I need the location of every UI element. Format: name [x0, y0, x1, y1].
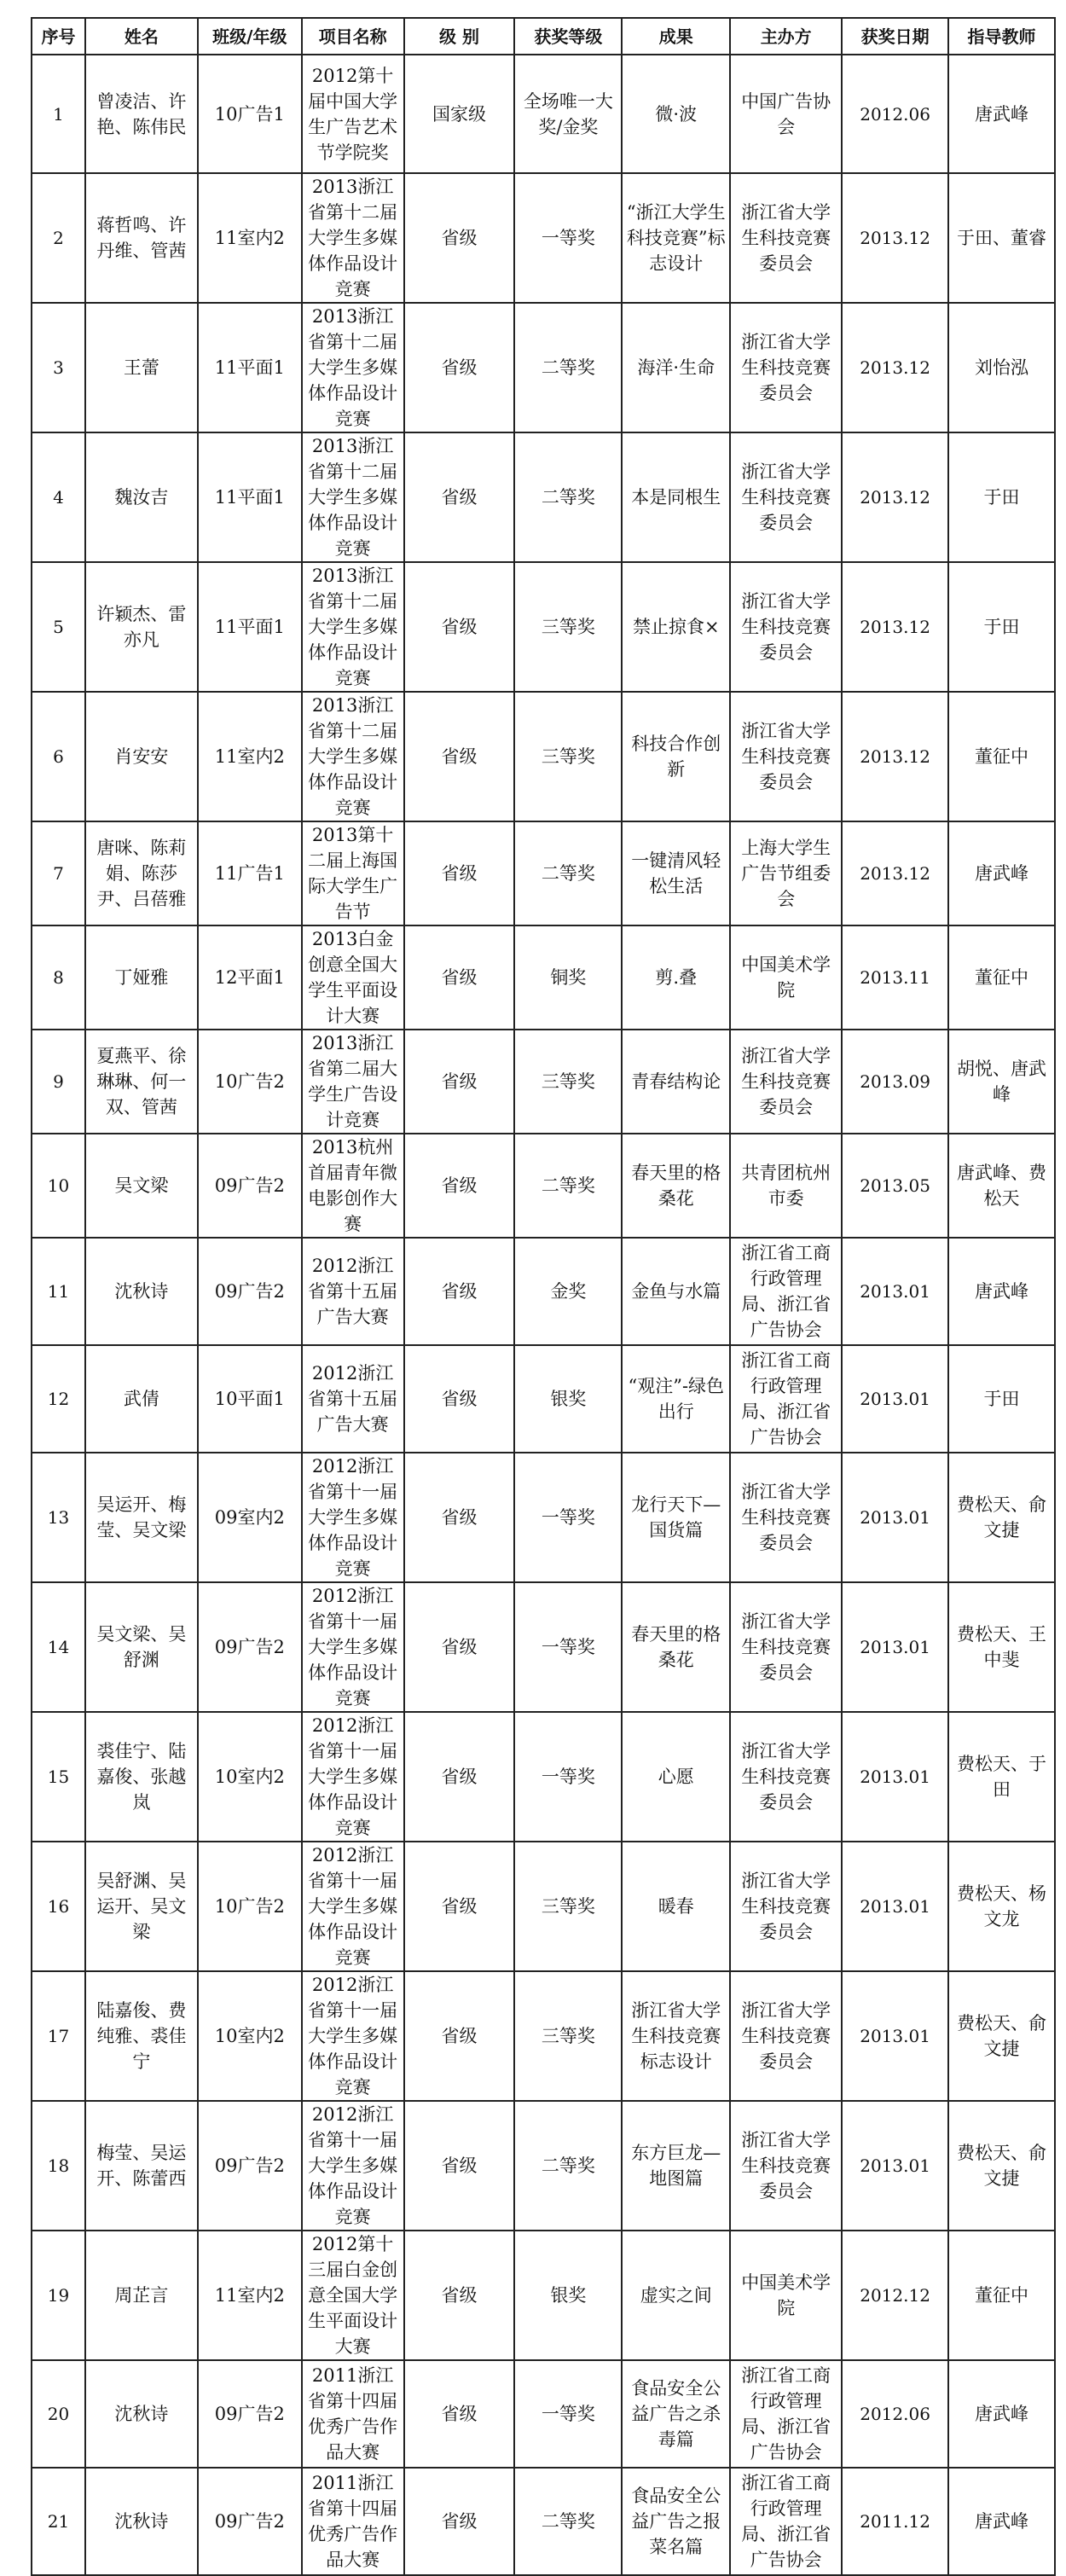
header-cell-award: 获奖等级 [514, 18, 622, 55]
project-cell: 2013浙江省第十二届大学生多媒体作品设计竞赛 [302, 562, 404, 692]
award-cell: 银奖 [514, 2231, 622, 2360]
teacher-cell: 费松天、于田 [948, 1712, 1055, 1842]
header-cell-name: 姓名 [85, 18, 198, 55]
index-cell: 18 [32, 2101, 85, 2231]
index-cell: 1 [32, 55, 85, 173]
date-cell: 2013.01 [842, 1345, 948, 1453]
project-cell: 2012浙江省第十一届大学生多媒体作品设计竞赛 [302, 1971, 404, 2101]
project-cell: 2011浙江省第十四届优秀广告作品大赛 [302, 2360, 404, 2468]
work-cell: 食品安全公益广告之报菜名篇 [622, 2468, 730, 2575]
level-cell: 省级 [404, 1842, 515, 1971]
work-cell: 春天里的格桑花 [622, 1582, 730, 1712]
class-cell: 09广告2 [198, 1238, 302, 1345]
level-cell: 国家级 [404, 55, 515, 173]
work-cell: 科技合作创新 [622, 692, 730, 821]
header-cell-work: 成果 [622, 18, 730, 55]
header-cell-project: 项目名称 [302, 18, 404, 55]
level-cell: 省级 [404, 2231, 515, 2360]
table-row [32, 1453, 1055, 1582]
name-cell: 裘佳宁、陆嘉俊、张越岚 [85, 1712, 198, 1842]
level-cell: 省级 [404, 692, 515, 821]
teacher-cell: 费松天、杨文龙 [948, 1842, 1055, 1971]
class-cell: 10广告1 [198, 55, 302, 173]
award-cell: 三等奖 [514, 1971, 622, 2101]
award-cell: 三等奖 [514, 1030, 622, 1134]
award-cell: 铜奖 [514, 925, 622, 1030]
table-row [32, 1134, 1055, 1238]
level-cell: 省级 [404, 1971, 515, 2101]
name-cell: 武倩 [85, 1345, 198, 1453]
table-row [32, 1030, 1055, 1134]
date-cell: 2013.01 [842, 1238, 948, 1345]
teacher-cell: 唐武峰 [948, 2360, 1055, 2468]
name-cell: 陆嘉俊、费纯雅、裘佳宁 [85, 1971, 198, 2101]
index-cell: 4 [32, 432, 85, 562]
teacher-cell: 唐武峰 [948, 2468, 1055, 2575]
table-body [32, 55, 1055, 2575]
project-cell: 2012浙江省第十一届大学生多媒体作品设计竞赛 [302, 1842, 404, 1971]
level-cell: 省级 [404, 1453, 515, 1582]
name-cell: 唐咪、陈莉娟、陈莎尹、吕蓓雅 [85, 821, 198, 925]
name-cell: 蒋哲鸣、许丹维、管茜 [85, 173, 198, 303]
index-cell: 16 [32, 1842, 85, 1971]
table-row [32, 1238, 1055, 1345]
table-row [32, 432, 1055, 562]
class-cell: 12平面1 [198, 925, 302, 1030]
level-cell: 省级 [404, 2101, 515, 2231]
organizer-cell: 浙江省大学生科技竞赛委员会 [730, 1030, 842, 1134]
work-cell: 心愿 [622, 1712, 730, 1842]
name-cell: 沈秋诗 [85, 1238, 198, 1345]
class-cell: 11广告1 [198, 821, 302, 925]
class-cell: 11平面1 [198, 432, 302, 562]
project-cell: 2013浙江省第二届大学生广告设计竞赛 [302, 1030, 404, 1134]
level-cell: 省级 [404, 1712, 515, 1842]
header-cell-organizer: 主办方 [730, 18, 842, 55]
organizer-cell: 浙江省大学生科技竞赛委员会 [730, 1453, 842, 1582]
work-cell: 虚实之间 [622, 2231, 730, 2360]
name-cell: 周芷言 [85, 2231, 198, 2360]
teacher-cell: 董征中 [948, 2231, 1055, 2360]
work-cell: 禁止掠食× [622, 562, 730, 692]
table-row [32, 2468, 1055, 2575]
table-row [32, 1971, 1055, 2101]
level-cell: 省级 [404, 1345, 515, 1453]
index-cell: 6 [32, 692, 85, 821]
award-cell: 三等奖 [514, 562, 622, 692]
organizer-cell: 共青团杭州市委 [730, 1134, 842, 1238]
award-cell: 一等奖 [514, 1712, 622, 1842]
project-cell: 2012浙江省第十五届广告大赛 [302, 1345, 404, 1453]
teacher-cell: 刘怡泓 [948, 303, 1055, 432]
work-cell: 龙行天下—国货篇 [622, 1453, 730, 1582]
project-cell: 2012第十届中国大学生广告艺术节学院奖 [302, 55, 404, 173]
level-cell: 省级 [404, 562, 515, 692]
date-cell: 2012.12 [842, 2231, 948, 2360]
date-cell: 2012.06 [842, 2360, 948, 2468]
organizer-cell: 浙江省大学生科技竞赛委员会 [730, 692, 842, 821]
award-cell: 二等奖 [514, 1134, 622, 1238]
work-cell: 海洋·生命 [622, 303, 730, 432]
date-cell: 2013.12 [842, 432, 948, 562]
teacher-cell: 费松天、王中斐 [948, 1582, 1055, 1712]
work-cell: 东方巨龙—地图篇 [622, 2101, 730, 2231]
index-cell: 11 [32, 1238, 85, 1345]
index-cell: 15 [32, 1712, 85, 1842]
project-cell: 2013浙江省第十二届大学生多媒体作品设计竞赛 [302, 303, 404, 432]
table-row [32, 692, 1055, 821]
project-cell: 2012第十三届白金创意全国大学生平面设计大赛 [302, 2231, 404, 2360]
organizer-cell: 浙江省大学生科技竞赛委员会 [730, 303, 842, 432]
work-cell: 春天里的格桑花 [622, 1134, 730, 1238]
index-cell: 2 [32, 173, 85, 303]
name-cell: 吴文梁 [85, 1134, 198, 1238]
teacher-cell: 费松天、俞文捷 [948, 2101, 1055, 2231]
date-cell: 2013.01 [842, 1453, 948, 1582]
class-cell: 11平面1 [198, 562, 302, 692]
date-cell: 2013.01 [842, 2101, 948, 2231]
name-cell: 肖安安 [85, 692, 198, 821]
award-cell: 银奖 [514, 1345, 622, 1453]
project-cell: 2012浙江省第十五届广告大赛 [302, 1238, 404, 1345]
table-row [32, 2360, 1055, 2468]
date-cell: 2013.12 [842, 692, 948, 821]
header-cell-class: 班级/年级 [198, 18, 302, 55]
name-cell: 吴舒渊、吴运开、吴文梁 [85, 1842, 198, 1971]
class-cell: 09广告2 [198, 2360, 302, 2468]
date-cell: 2013.01 [842, 1971, 948, 2101]
name-cell: 夏燕平、徐琳琳、何一双、管茜 [85, 1030, 198, 1134]
date-cell: 2013.12 [842, 173, 948, 303]
name-cell: 许颖杰、雷亦凡 [85, 562, 198, 692]
header-cell-level: 级 别 [404, 18, 515, 55]
index-cell: 21 [32, 2468, 85, 2575]
class-cell: 09广告2 [198, 1134, 302, 1238]
index-cell: 3 [32, 303, 85, 432]
name-cell: 丁娅雅 [85, 925, 198, 1030]
table-row [32, 1842, 1055, 1971]
table-row [32, 821, 1055, 925]
date-cell: 2013.05 [842, 1134, 948, 1238]
organizer-cell: 浙江省大学生科技竞赛委员会 [730, 173, 842, 303]
name-cell: 沈秋诗 [85, 2360, 198, 2468]
project-cell: 2012浙江省第十一届大学生多媒体作品设计竞赛 [302, 2101, 404, 2231]
class-cell: 11室内2 [198, 2231, 302, 2360]
project-cell: 2012浙江省第十一届大学生多媒体作品设计竞赛 [302, 1453, 404, 1582]
header-row [32, 18, 1055, 55]
teacher-cell: 费松天、俞文捷 [948, 1453, 1055, 1582]
table-row [32, 55, 1055, 173]
project-cell: 2013白金创意全国大学生平面设计大赛 [302, 925, 404, 1030]
work-cell: “观注”-绿色出行 [622, 1345, 730, 1453]
name-cell: 沈秋诗 [85, 2468, 198, 2575]
level-cell: 省级 [404, 1582, 515, 1712]
organizer-cell: 浙江省大学生科技竞赛委员会 [730, 1582, 842, 1712]
date-cell: 2013.01 [842, 1582, 948, 1712]
work-cell: “浙江大学生科技竞赛”标志设计 [622, 173, 730, 303]
work-cell: 微·波 [622, 55, 730, 173]
name-cell: 吴运开、梅莹、吴文梁 [85, 1453, 198, 1582]
name-cell: 梅莹、吴运开、陈蕾西 [85, 2101, 198, 2231]
work-cell: 剪.叠 [622, 925, 730, 1030]
table-row [32, 562, 1055, 692]
organizer-cell: 浙江省工商行政管理局、浙江省广告协会 [730, 2360, 842, 2468]
level-cell: 省级 [404, 432, 515, 562]
work-cell: 本是同根生 [622, 432, 730, 562]
date-cell: 2013.12 [842, 303, 948, 432]
header-cell-date: 获奖日期 [842, 18, 948, 55]
award-cell: 全场唯一大奖/金奖 [514, 55, 622, 173]
date-cell: 2011.12 [842, 2468, 948, 2575]
table-row [32, 1345, 1055, 1453]
class-cell: 09广告2 [198, 2468, 302, 2575]
award-cell: 二等奖 [514, 821, 622, 925]
awards-table [31, 17, 1056, 2576]
work-cell: 暖春 [622, 1842, 730, 1971]
date-cell: 2013.09 [842, 1030, 948, 1134]
index-cell: 5 [32, 562, 85, 692]
award-cell: 一等奖 [514, 173, 622, 303]
header-cell-index: 序号 [32, 18, 85, 55]
work-cell: 食品安全公益广告之杀毒篇 [622, 2360, 730, 2468]
level-cell: 省级 [404, 925, 515, 1030]
teacher-cell: 唐武峰 [948, 55, 1055, 173]
organizer-cell: 浙江省大学生科技竞赛委员会 [730, 432, 842, 562]
organizer-cell: 中国广告协会 [730, 55, 842, 173]
table-row [32, 2101, 1055, 2231]
class-cell: 10室内2 [198, 1712, 302, 1842]
teacher-cell: 董征中 [948, 925, 1055, 1030]
name-cell: 吴文梁、吴舒渊 [85, 1582, 198, 1712]
teacher-cell: 于田 [948, 562, 1055, 692]
index-cell: 20 [32, 2360, 85, 2468]
index-cell: 9 [32, 1030, 85, 1134]
organizer-cell: 上海大学生广告节组委会 [730, 821, 842, 925]
award-cell: 二等奖 [514, 303, 622, 432]
index-cell: 10 [32, 1134, 85, 1238]
index-cell: 12 [32, 1345, 85, 1453]
project-cell: 2012浙江省第十一届大学生多媒体作品设计竞赛 [302, 1582, 404, 1712]
organizer-cell: 浙江省大学生科技竞赛委员会 [730, 1842, 842, 1971]
organizer-cell: 浙江省大学生科技竞赛委员会 [730, 1971, 842, 2101]
class-cell: 11室内2 [198, 173, 302, 303]
teacher-cell: 于田 [948, 432, 1055, 562]
index-cell: 13 [32, 1453, 85, 1582]
organizer-cell: 中国美术学院 [730, 2231, 842, 2360]
index-cell: 8 [32, 925, 85, 1030]
work-cell: 浙江省大学生科技竞赛标志设计 [622, 1971, 730, 2101]
project-cell: 2013浙江省第十二届大学生多媒体作品设计竞赛 [302, 692, 404, 821]
project-cell: 2013浙江省第十二届大学生多媒体作品设计竞赛 [302, 432, 404, 562]
class-cell: 11室内2 [198, 692, 302, 821]
organizer-cell: 浙江省大学生科技竞赛委员会 [730, 1712, 842, 1842]
index-cell: 19 [32, 2231, 85, 2360]
name-cell: 魏汝吉 [85, 432, 198, 562]
award-cell: 金奖 [514, 1238, 622, 1345]
level-cell: 省级 [404, 1030, 515, 1134]
level-cell: 省级 [404, 1134, 515, 1238]
organizer-cell: 浙江省大学生科技竞赛委员会 [730, 562, 842, 692]
date-cell: 2013.01 [842, 1712, 948, 1842]
table-row [32, 1712, 1055, 1842]
level-cell: 省级 [404, 1238, 515, 1345]
header-cell-teacher: 指导教师 [948, 18, 1055, 55]
date-cell: 2012.06 [842, 55, 948, 173]
teacher-cell: 董征中 [948, 692, 1055, 821]
index-cell: 14 [32, 1582, 85, 1712]
award-cell: 三等奖 [514, 692, 622, 821]
table-row [32, 173, 1055, 303]
project-cell: 2013第十二届上海国际大学生广告节 [302, 821, 404, 925]
project-cell: 2013浙江省第十二届大学生多媒体作品设计竞赛 [302, 173, 404, 303]
class-cell: 11平面1 [198, 303, 302, 432]
work-cell: 一键清风轻松生活 [622, 821, 730, 925]
teacher-cell: 费松天、俞文捷 [948, 1971, 1055, 2101]
organizer-cell: 浙江省工商行政管理局、浙江省广告协会 [730, 1238, 842, 1345]
level-cell: 省级 [404, 303, 515, 432]
class-cell: 10平面1 [198, 1345, 302, 1453]
teacher-cell: 唐武峰 [948, 1238, 1055, 1345]
level-cell: 省级 [404, 821, 515, 925]
class-cell: 09广告2 [198, 1582, 302, 1712]
index-cell: 7 [32, 821, 85, 925]
organizer-cell: 浙江省大学生科技竞赛委员会 [730, 2101, 842, 2231]
award-cell: 一等奖 [514, 1582, 622, 1712]
award-cell: 二等奖 [514, 2101, 622, 2231]
project-cell: 2011浙江省第十四届优秀广告作品大赛 [302, 2468, 404, 2575]
level-cell: 省级 [404, 2468, 515, 2575]
level-cell: 省级 [404, 173, 515, 303]
organizer-cell: 中国美术学院 [730, 925, 842, 1030]
award-cell: 二等奖 [514, 432, 622, 562]
index-cell: 17 [32, 1971, 85, 2101]
award-cell: 二等奖 [514, 2468, 622, 2575]
name-cell: 王蕾 [85, 303, 198, 432]
teacher-cell: 唐武峰 [948, 821, 1055, 925]
date-cell: 2013.12 [842, 821, 948, 925]
date-cell: 2013.12 [842, 562, 948, 692]
organizer-cell: 浙江省工商行政管理局、浙江省广告协会 [730, 1345, 842, 1453]
table-row [32, 2231, 1055, 2360]
work-cell: 金鱼与水篇 [622, 1238, 730, 1345]
table-row [32, 303, 1055, 432]
class-cell: 09室内2 [198, 1453, 302, 1582]
level-cell: 省级 [404, 2360, 515, 2468]
work-cell: 青春结构论 [622, 1030, 730, 1134]
award-cell: 一等奖 [514, 1453, 622, 1582]
teacher-cell: 唐武峰、费松天 [948, 1134, 1055, 1238]
award-cell: 三等奖 [514, 1842, 622, 1971]
teacher-cell: 胡悦、唐武峰 [948, 1030, 1055, 1134]
award-cell: 一等奖 [514, 2360, 622, 2468]
table-row [32, 1582, 1055, 1712]
name-cell: 曾凌洁、许艳、陈伟民 [85, 55, 198, 173]
class-cell: 10广告2 [198, 1842, 302, 1971]
project-cell: 2013杭州首届青年微电影创作大赛 [302, 1134, 404, 1238]
teacher-cell: 于田 [948, 1345, 1055, 1453]
date-cell: 2013.01 [842, 1842, 948, 1971]
table-row [32, 925, 1055, 1030]
teacher-cell: 于田、董睿 [948, 173, 1055, 303]
project-cell: 2012浙江省第十一届大学生多媒体作品设计竞赛 [302, 1712, 404, 1842]
class-cell: 09广告2 [198, 2101, 302, 2231]
class-cell: 10室内2 [198, 1971, 302, 2101]
date-cell: 2013.11 [842, 925, 948, 1030]
class-cell: 10广告2 [198, 1030, 302, 1134]
organizer-cell: 浙江省工商行政管理局、浙江省广告协会 [730, 2468, 842, 2575]
